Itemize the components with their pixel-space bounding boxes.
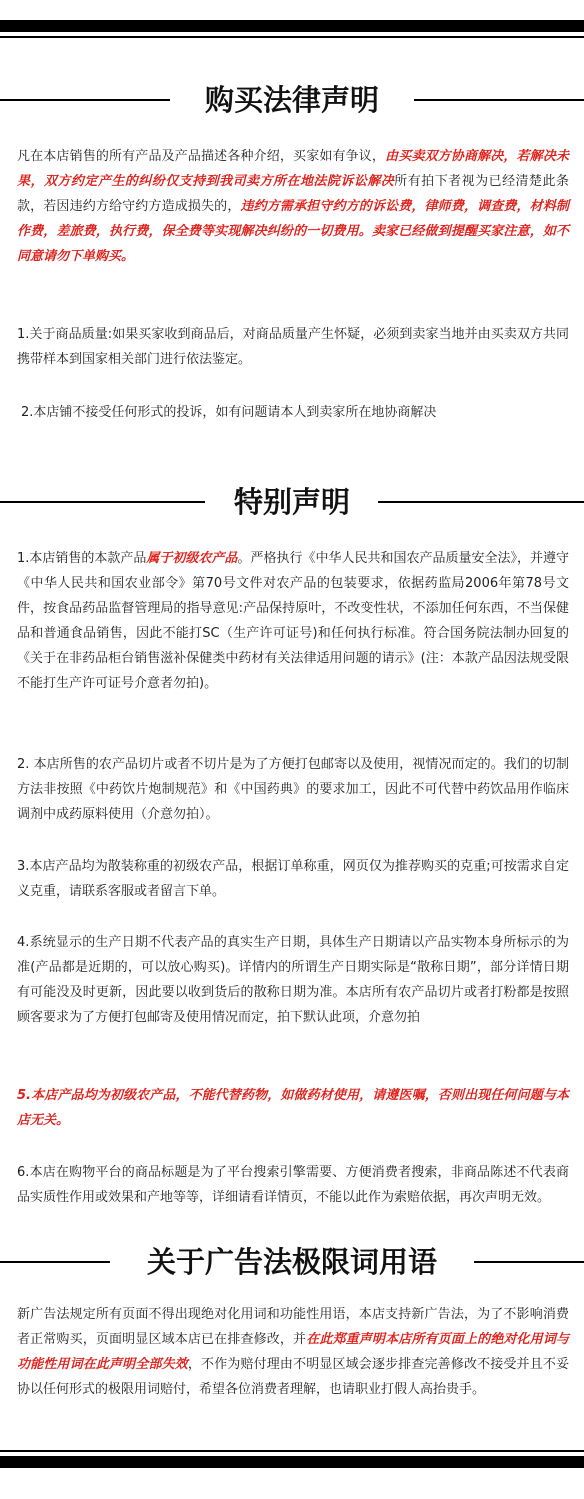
special-item-1-red: 属于初级农产品: [146, 551, 238, 566]
ad-law-red: 在此郑重声明本店所有页面上的绝对化用词与功能性用词在此声明全部失效: [17, 1332, 569, 1372]
ad-law-heading: [0, 1240, 584, 1284]
ad-law-paragraph: [17, 1302, 569, 1402]
special-heading-text: 特别声明: [224, 485, 360, 519]
legal-item-1: 1.关于商品质量:如果买家收到商品后，对商品质量产生怀疑，必须到卖家当地并由买卖双方共同携带样本到国家相关部门进行依法鉴定。: [17, 327, 569, 367]
bottom-border-thick: [0, 1456, 584, 1468]
special-item-2: 2. 本店所售的农产品切片或者不切片是为了方便打包邮寄以及使用，视情况而定的。我们的切制方法非按照《中药饮片炮制规范》和《中国药典》的要求加工，因此不可代替中药饮品用作临床调剂中成药原料使用（介意勿拍）。: [17, 757, 569, 822]
legal-intro-red-1: 由买卖双方协商解决，若解决未果，双方约定产生的纠纷仅支持到我司卖方所在地法院诉讼解决: [17, 149, 569, 189]
legal-intro-text-a: 凡在本店销售的所有产品及产品描述各种介绍，买家如有争议，: [17, 149, 386, 164]
ad-law-heading-text: 关于广告法极限词用语: [137, 1245, 447, 1279]
special-item-6: 6.本店在购物平台的商品标题是为了平台搜索引擎需要、方便消费者搜索，非商品陈述不代表商品实质性作用或效果和产地等等，详细请看详情页，不能以此作为索赔依据，再次声明无效。: [17, 1165, 569, 1205]
special-item-4: 4.系统显示的生产日期不代表产品的真实生产日期，具体生产日期请以产品实物本身所标示的为准(产品都是近期的，可以放心购买)。详情内的所谓生产日期实际是“散称日期”，部分详情日期有可能没及时更新，因此要以收到货后的散称日期为准。本店所有农产品切片或者打粉都是按照顾客要求为了方便打包邮寄及使用情况而定，拍下默认此项，介意勿拍: [17, 935, 569, 1025]
ad-law-text-b: ，不作为赔付理由不明显区域会逐步排查完善修改不接受并且不妥协以任何形式的极限用词赔付，希望各位消费者理解，也请职业打假人高抬贵手。: [17, 1357, 569, 1397]
top-border-thick: [0, 20, 584, 32]
legal-intro: [17, 144, 569, 269]
bottom-border-thin: [0, 1450, 584, 1452]
legal-heading: [0, 78, 584, 122]
legal-item-2: 2.本店铺不接受任何形式的投诉，如有问题请本人到卖家所在地协商解决: [21, 405, 437, 420]
special-item-1-text-a: 1.本店销售的本款产品: [17, 551, 147, 566]
legal-heading-text: 购买法律声明: [195, 83, 389, 117]
special-item-5: 5.本店产品均为初级农产品，不能代替药物，如做药材使用，请遵医嘱，否则出现任何问题与本店无关。: [17, 1088, 569, 1128]
legal-intro-text-b: 所有拍下者视为已经清楚此条款，若因违约方给守约方造成损失的，: [17, 174, 569, 214]
special-item-3: 3.本店产品均为散装称重的初级农产品，根据订单称重，网页仅为推荐购买的克重;可按需求自定义克重，请联系客服或者留言下单。: [17, 859, 569, 899]
special-item-1-text-b: 。严格执行《中华人民共和国农产品质量安全法》，并遵守《中华人民共和国农业部令》第70号文件对农产品的包装要求，依据药监局2006年第78号文件，按食品药品监督管理局的指导意见:产品保持原叶，不改变性状，不添加任何东西，不当保健品和普通食品销售，因此不能打SC（生产许可证号)和任何执行标准。符合国务院法制办回复的《关于在非药品柜台销售滋补保健类中药材有关法律适用问题的请示》(注：本款产品因法规受限不能打生产许可证号介意者勿拍)。: [17, 551, 569, 691]
special-item-1: [17, 546, 569, 696]
legal-intro-red-2: 违约方需承担守约方的诉讼费，律师费，调查费，材料制作费，差旅费，执行费，保全费等实现解决纠纷的一切费用。卖家已经做到提醒买家注意，如不同意请勿下单购买。: [17, 199, 569, 264]
ad-law-text-a: 新广告法规定所有页面不得出现绝对化用词和功能性用语，本店支持新广告法，为了不影响消费者正常购买，页面明显区域本店已在排查修改，并: [17, 1307, 569, 1347]
top-border-thin: [0, 36, 584, 38]
special-heading: [0, 480, 584, 524]
